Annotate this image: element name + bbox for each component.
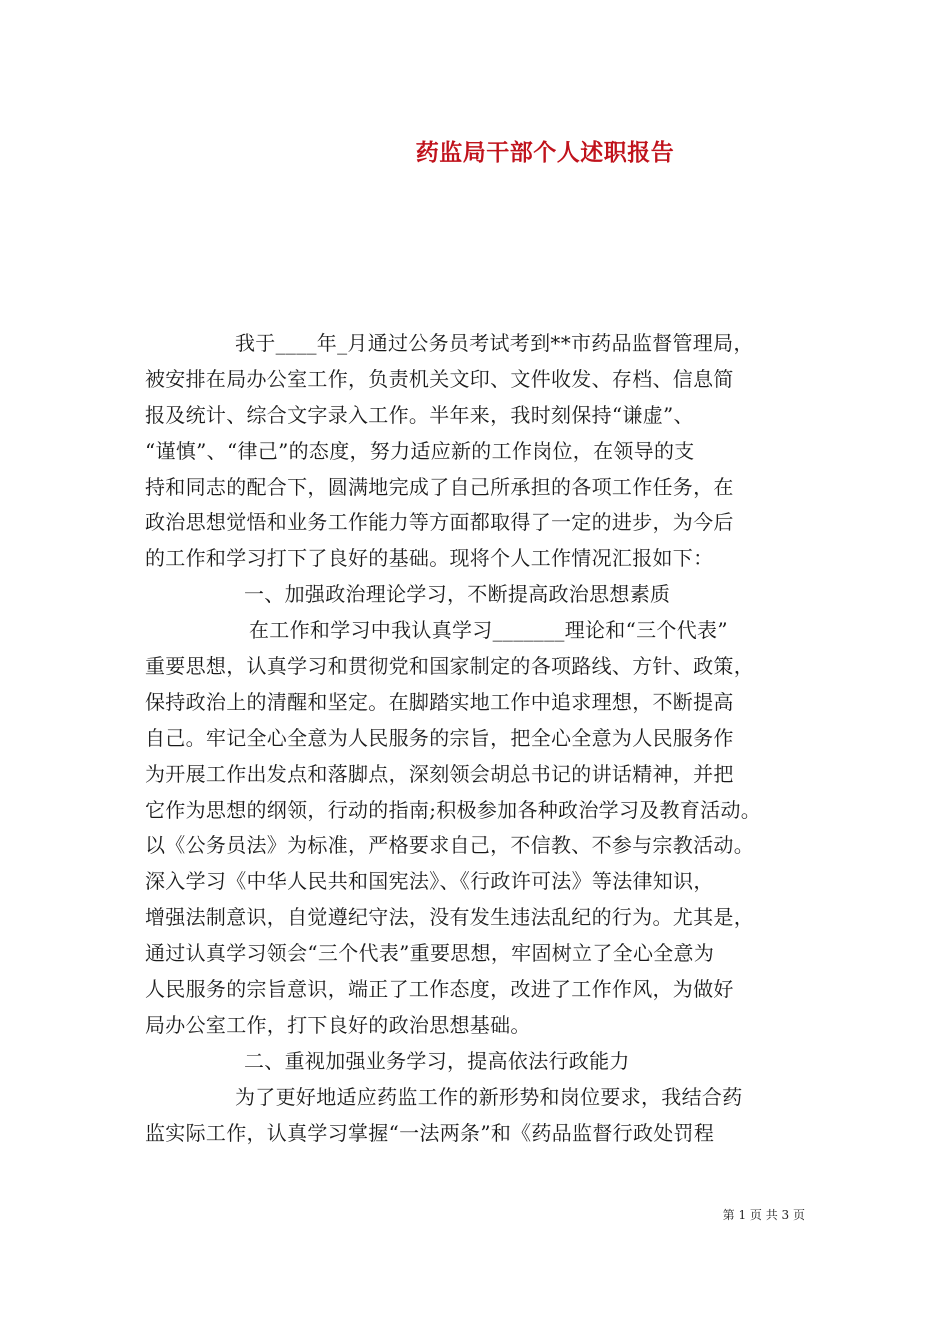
paragraph-line: 自己。牢记全心全意为人民服务的宗旨，把全心全意为人民服务作 [145, 725, 734, 750]
paragraph-line: 我于____年_月通过公务员考试考到**市药品监督管理局， [235, 331, 754, 355]
paragraph-line: 为开展工作出发点和落脚点，深刻领会胡总书记的讲话精神，并把 [145, 761, 734, 786]
paragraph-line: 保持政治上的清醒和坚定。在脚踏实地工作中追求理想，不断提高 [145, 689, 734, 714]
page-number-footer: 第 1 页 共 3 页 [722, 1208, 805, 1222]
paragraph-line: 的工作和学习打下了良好的基础。现将个人工作情况汇报如下： [145, 546, 714, 571]
paragraph-line: “谨慎”、“律己”的态度，努力适应新的工作岗位，在领导的支 [145, 438, 695, 463]
paragraph-line: 人民服务的宗旨意识，端正了工作态度，改进了工作作风，为做好 [145, 977, 734, 1002]
paragraph-line: 政治思想觉悟和业务工作能力等方面都取得了一定的进步，为今后 [145, 510, 734, 535]
document-title: 药监局干部个人述职报告 [415, 139, 675, 166]
paragraph-line: 它作为思想的纲领，行动的指南;积极参加各种政治学习及教育活动。 [145, 797, 762, 822]
document-body [145, 326, 815, 1151]
paragraph-line: 增强法制意识，自觉遵纪守法，没有发生违法乱纪的行为。尤其是， [145, 905, 754, 930]
paragraph-line: 监实际工作，认真学习掌握“一法两条”和《药品监督行政处罚程 [145, 1120, 715, 1145]
paragraph-line: 在工作和学习中我认真学习_______理论和“三个代表” [249, 618, 728, 643]
paragraph-line: 局办公室工作，打下良好的政治思想基础。 [145, 1012, 531, 1037]
paragraph-line: 深入学习《中华人民共和国宪法》、《行政许可法》等法律知识， [145, 869, 714, 894]
section-heading: 二、重视加强业务学习，提高依法行政能力 [244, 1048, 630, 1073]
paragraph-line: 被安排在局办公室工作，负责机关文印、文件收发、存档、信息简 [145, 366, 734, 391]
section-heading: 一、加强政治理论学习，不断提高政治思想素质 [244, 582, 671, 607]
paragraph-line: 报及统计、综合文字录入工作。半年来，我时刻保持“谦虚”、 [145, 402, 694, 427]
paragraph-line: 以《公务员法》为标准，严格要求自己，不信教、不参与宗教活动。 [145, 833, 754, 858]
paragraph-line: 重要思想，认真学习和贯彻党和国家制定的各项路线、方针、政策， [145, 654, 754, 679]
paragraph-line: 持和同志的配合下，圆满地完成了自己所承担的各项工作任务，在 [145, 474, 734, 499]
paragraph-line: 为了更好地适应药监工作的新形势和岗位要求，我结合药 [235, 1084, 743, 1109]
paragraph-line: 通过认真学习领会“三个代表”重要思想，牢固树立了全心全意为 [145, 941, 715, 966]
